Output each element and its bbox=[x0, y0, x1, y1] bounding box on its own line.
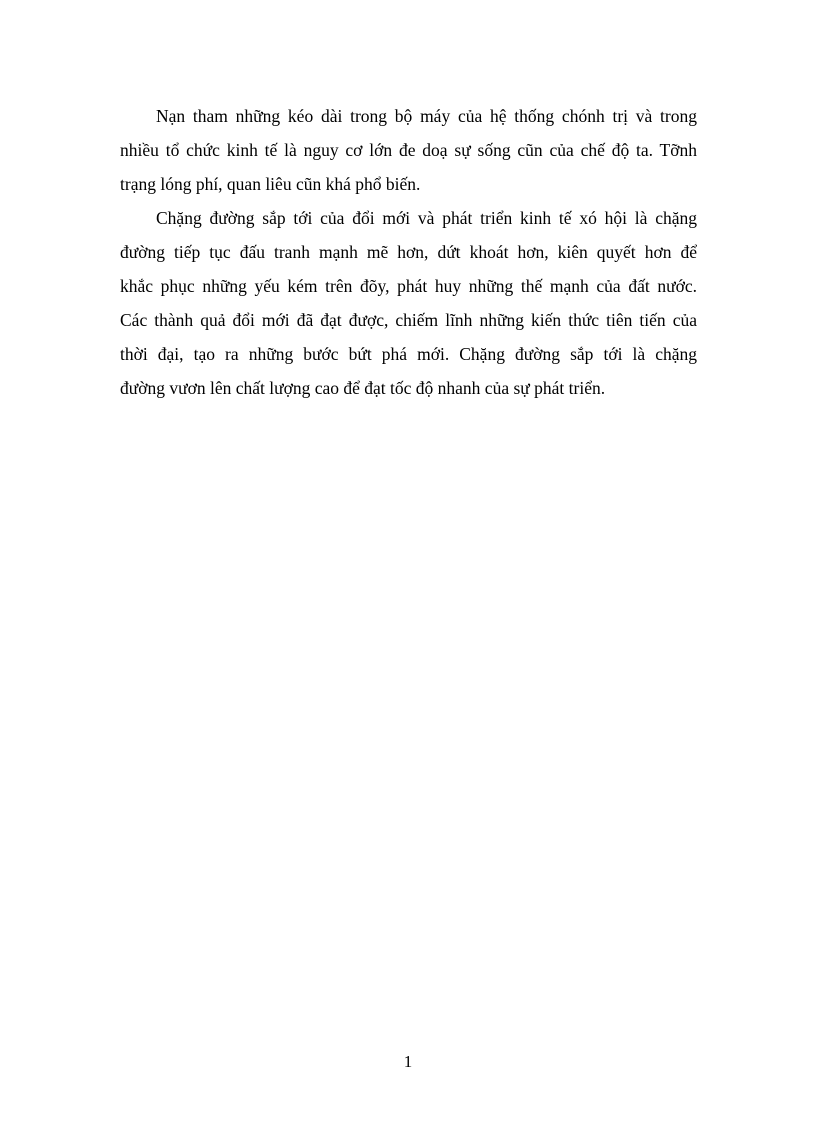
paragraph-line: đường vươn lên chất lượng cao để đạt tốc độ nhanh của sự phát triển. bbox=[120, 378, 606, 398]
paragraph-line: Nạn tham những kéo dài trong bộ máy của hệ thống chónh trị và trong bbox=[156, 106, 697, 126]
paragraph-2 bbox=[120, 201, 697, 405]
paragraph-line: Chặng đường sắp tới của đổi mới và phát triển kinh tế xó hội là chặng bbox=[156, 208, 697, 228]
paragraph-line: trạng lóng phí, quan liêu cũn khá phổ biến. bbox=[120, 174, 421, 194]
paragraph-line: thời đại, tạo ra những bước bứt phá mới. Chặng đường sắp tới là chặng bbox=[120, 344, 697, 364]
paragraph-line: nhiều tổ chức kinh tế là nguy cơ lớn đe doạ sự sống cũn của chế độ ta. Tỡnh bbox=[120, 140, 697, 160]
paragraph-line: khắc phục những yếu kém trên đõy, phát huy những thế mạnh của đất nước. bbox=[120, 276, 697, 296]
paragraph-line: Các thành quả đổi mới đã đạt được, chiếm lĩnh những kiến thức tiên tiến của bbox=[120, 310, 697, 330]
paragraph-1 bbox=[120, 99, 697, 201]
paragraph-line: đường tiếp tục đấu tranh mạnh mẽ hơn, dứt khoát hơn, kiên quyết hơn để bbox=[120, 242, 697, 262]
body-text bbox=[120, 99, 697, 405]
page-number: 1 bbox=[403, 1052, 413, 1071]
